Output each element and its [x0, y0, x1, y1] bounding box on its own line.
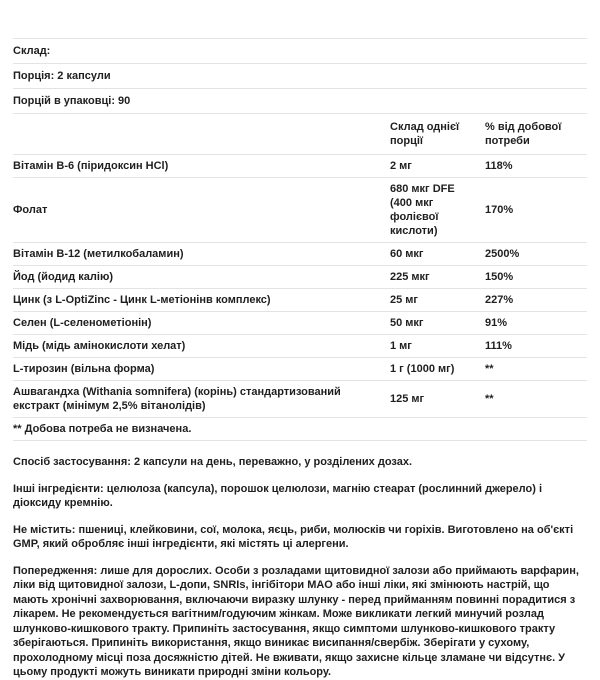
allergen-info-paragraph: Не містить: пшениці, клейковини, сої, молока, яєць, риби, молюсків чи горіхів. Виготовлено на об'єкті GMP, який обробляє інші інгредієнти, які містять ці алергени.	[13, 523, 574, 550]
table-row	[13, 312, 587, 335]
table-row	[13, 335, 587, 358]
amount-cell: 225 мкг	[390, 266, 485, 289]
daily-value-column-header: % від добової потреби	[485, 114, 587, 155]
amount-cell: 2 мг	[390, 155, 485, 178]
composition-label: Склад:	[13, 45, 51, 57]
table-row	[13, 155, 587, 178]
composition-heading	[13, 38, 587, 63]
amount-cell: 680 мкг DFE (400 мкг фолієвої кислоти)	[390, 178, 485, 243]
daily-value-cell: 170%	[485, 178, 587, 243]
daily-value-cell: 227%	[485, 289, 587, 312]
warnings-paragraph: Попередження: лише для дорослих. Особи з розладами щитовидної залози або приймають варфарин, ліки від щитовидної залози, L-допи, SNRIs, інгібітори МАО або інші ліки, які змінюють настрій, що мають хронічні захворювання, включаючи виразку шлунку - перед прийманням повинні порадитися з лікарем. Не рекомендується вагітним/годуючим жінкам. Може викликати легкий минучий розлад шлунково-кишкового тракту. Припиніть застосування, якщо симптоми шлунково-кишкового тракту зберігаються. Припиніть використання, якщо виникає висипання/свербіж. Зберігати у сухому, прохолодному місці поза досяжністю дітей. Не вживати, якщо захисне кільце зламане чи відсутнє. У цьому продукті можуть виникати природні зміни кольору.	[13, 564, 579, 678]
daily-value-cell: 118%	[485, 155, 587, 178]
directions-paragraph: Спосіб застосування: 2 капсули на день, переважно, у розділених дозах.	[13, 456, 413, 468]
table-row	[13, 243, 587, 266]
table-row	[13, 381, 587, 418]
ingredient-cell: Селен (L-селенометіонін)	[13, 312, 390, 335]
ingredient-cell: Ашвагандха (Withania somnifera) (корінь) стандартизований екстракт (мінімум 2,5% вітанолідів)	[13, 381, 390, 418]
amount-cell: 25 мг	[390, 289, 485, 312]
ingredient-cell: Вітамін B-12 (метилкобаламин)	[13, 243, 390, 266]
ingredient-cell: Йод (йодид калію)	[13, 266, 390, 289]
ingredient-cell: Мідь (мідь амінокислоти хелат)	[13, 335, 390, 358]
ingredient-cell: L-тирозин (вільна форма)	[13, 358, 390, 381]
amount-cell: 50 мкг	[390, 312, 485, 335]
ingredient-cell: Вітамін B-6 (піридоксин HCl)	[13, 155, 390, 178]
amount-column-header: Склад однієї порції	[390, 114, 485, 155]
ingredient-cell: Фолат	[13, 178, 390, 243]
serving-size-row	[13, 63, 587, 88]
amount-cell: 1 мг	[390, 335, 485, 358]
daily-value-cell: **	[485, 358, 587, 381]
daily-value-cell: **	[485, 381, 587, 418]
servings-per-container-label: Порцій в упаковці: 90	[13, 95, 131, 107]
supplement-facts-table	[13, 113, 587, 441]
servings-per-container-row	[13, 88, 587, 113]
table-header-row	[13, 114, 587, 155]
daily-value-cell: 111%	[485, 335, 587, 358]
table-row	[13, 266, 587, 289]
daily-value-footnote: ** Добова потреба не визначена.	[13, 418, 587, 441]
amount-cell: 1 г (1000 мг)	[390, 358, 485, 381]
serving-size-label: Порція: 2 капсули	[13, 70, 111, 82]
ingredient-cell: Цинк (з L-OptiZinc - Цинк L-метіонінв комплекс)	[13, 289, 390, 312]
table-row	[13, 289, 587, 312]
footnote-row	[13, 418, 587, 441]
ingredient-column-header	[13, 114, 390, 155]
amount-cell: 125 мг	[390, 381, 485, 418]
table-row	[13, 358, 587, 381]
table-row	[13, 178, 587, 243]
daily-value-cell: 2500%	[485, 243, 587, 266]
daily-value-cell: 150%	[485, 266, 587, 289]
details-section	[13, 455, 587, 680]
amount-cell: 60 мкг	[390, 243, 485, 266]
other-ingredients-paragraph: Інші інгредієнти: целюлоза (капсула), порошок целюлози, магнію стеарат (рослинний джерело) і діоксиду кремнію.	[13, 482, 543, 509]
daily-value-cell: 91%	[485, 312, 587, 335]
